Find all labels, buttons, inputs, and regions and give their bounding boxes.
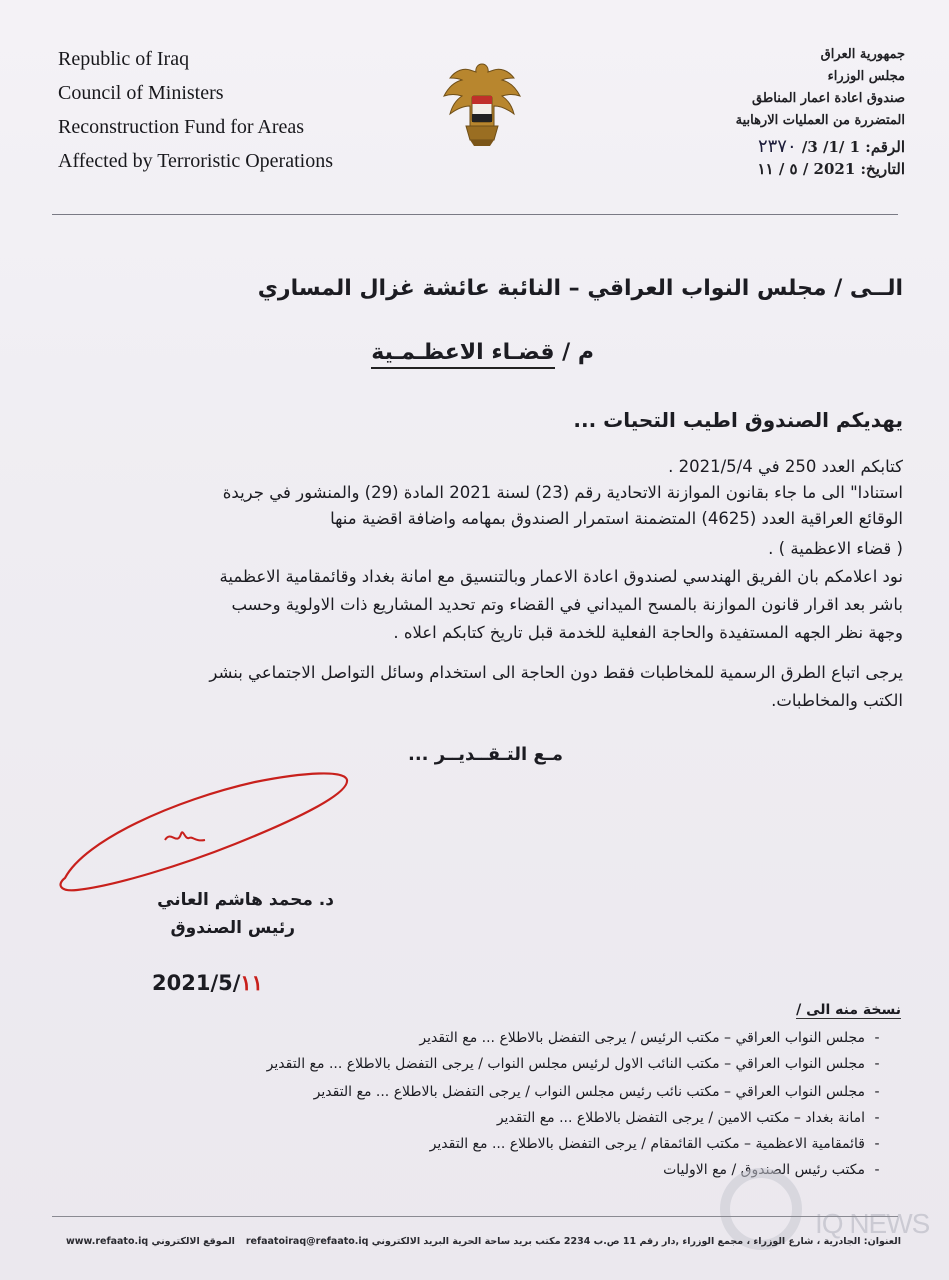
reference-number xyxy=(736,136,905,158)
arabic-letterhead-line: صندوق اعادة اعمار المناطق xyxy=(752,91,905,106)
body-line: الكتب والمخاطبات. xyxy=(771,691,903,710)
date-label: التاريخ: xyxy=(860,160,905,178)
body-line: وجهة نظر الجهه المستفيدة والحاجة الفعلية للخدمة قبل تاريخ كتابكم اعلاه . xyxy=(393,623,903,642)
iraq-eagle-emblem-icon xyxy=(440,60,524,150)
copy-recipient-text: قائمقامية الاعظمية – مكتب القائمقام / يرجى التفضل بالاطلاع ... مع التقدير xyxy=(429,1136,865,1152)
footer-address: العنوان: الجادرية ، شارع الوزراء ، مجمع الوزراء ,دار رقم 11 ص.ب 2234 مكتب بريد ساحة الحرية البريد الالكتروني refaatoiraq@refaato.iq xyxy=(245,1236,901,1247)
copies-title-text: نسخة منه الى / xyxy=(796,1002,901,1018)
copy-recipient xyxy=(267,1054,889,1074)
english-letterhead-line: Reconstruction Fund for Areas xyxy=(58,116,305,138)
watermark-text: IQ NEWS xyxy=(815,1208,930,1239)
date-value: 2021 / ٥ / ١١ xyxy=(757,160,856,178)
subject-line xyxy=(371,340,594,365)
body-line: نود اعلامكم بان الفريق الهندسي لصندوق اعادة الاعمار وبالتنسيق مع امانة بغداد وقائمقامية الاعظمية xyxy=(219,567,903,586)
english-letterhead xyxy=(58,42,333,178)
signature-date xyxy=(152,970,263,995)
signature-date-printed: 2021/5/ xyxy=(152,971,241,995)
body-line: الوقائع العراقية العدد (4625) المتضمنة استمرار الصندوق بمهامه واضافة اقضية منها xyxy=(330,509,903,528)
copy-recipient-text: مجلس النواب العراقي – مكتب النائب الاول لرئيس مجلس النواب / يرجى التفضل بالاطلاع ... مع التقدير xyxy=(266,1056,865,1072)
addressee: الــى / مجلس النواب العراقي – النائبة عائشة غزال المساري xyxy=(257,276,903,301)
copy-recipient xyxy=(314,1082,889,1102)
letter-date xyxy=(736,158,905,180)
copy-recipient-text: مجلس النواب العراقي – مكتب الرئيس / يرجى التفضل بالاطلاع ... مع التقدير xyxy=(419,1030,865,1046)
english-letterhead-line: Council of Ministers xyxy=(58,82,224,104)
copy-recipient-text: مجلس النواب العراقي – مكتب نائب رئيس مجلس النواب / يرجى التفضل بالاطلاع ... مع التقدير xyxy=(313,1084,865,1100)
arabic-letterhead-line: جمهورية العراق xyxy=(820,47,905,62)
header-divider xyxy=(52,214,898,215)
list-dash: - xyxy=(874,1110,880,1126)
copy-recipient-text: مكتب رئيس الصندوق / مع الاوليات xyxy=(663,1162,865,1178)
copy-recipient xyxy=(497,1108,889,1128)
copies-title xyxy=(796,1002,901,1018)
subject-prefix: م / xyxy=(562,340,594,365)
reference-value: 1 /1/ 3/ xyxy=(801,138,861,156)
list-dash: - xyxy=(874,1056,880,1072)
list-dash: - xyxy=(874,1030,880,1046)
body-line: يرجى اتباع الطرق الرسمية للمخاطبات فقط دون الحاجة الى استخدام وسائل التواصل الاجتماعي بنشر xyxy=(209,663,903,682)
english-letterhead-line: Republic of Iraq xyxy=(58,48,190,70)
closing-phrase: مـع التـقــديــر ... xyxy=(408,744,563,765)
list-dash: - xyxy=(874,1084,880,1100)
arabic-letterhead xyxy=(736,44,905,180)
arabic-letterhead-line: المتضررة من العمليات الارهابية xyxy=(735,113,905,128)
body-line: استنادا" الى ما جاء بقانون الموازنة الاتحادية رقم (23) لسنة 2021 المادة (29) والمنشور في جريدة xyxy=(222,483,903,502)
english-letterhead-line: Affected by Terroristic Operations xyxy=(58,150,333,172)
subject-text: قضـاء الاعظـمـية xyxy=(371,340,554,369)
arabic-letterhead-line: مجلس الوزراء xyxy=(827,69,905,84)
greeting: يهديكم الصندوق اطيب التحيات ... xyxy=(573,408,903,432)
copy-recipient xyxy=(430,1134,889,1154)
signature-date-handwritten: ١١ xyxy=(240,970,263,995)
reference-handwritten: ٢٣٧٠ xyxy=(757,136,797,157)
footer-website: www.refaato.iq الموقع الالكتروني xyxy=(66,1236,235,1247)
copy-recipient xyxy=(419,1028,889,1048)
reference-label: الرقم: xyxy=(865,138,905,156)
list-dash: - xyxy=(874,1136,880,1152)
list-dash: - xyxy=(874,1162,880,1178)
body-line: كتابكم العدد 250 في 2021/5/4 . xyxy=(668,457,903,476)
signer-name: د. محمد هاشم العاني xyxy=(157,890,334,910)
body-line: باشر بعد اقرار قانون الموازنة بالمسح الميداني في القضاء وتم تحديد المشاريع ذات الاولوية وحسب xyxy=(231,595,903,614)
copy-recipient-text: امانة بغداد – مكتب الامين / يرجى التفضل بالاطلاع ... مع التقدير xyxy=(496,1110,865,1126)
signer-title: رئيس الصندوق xyxy=(170,918,295,938)
body-line: ( قضاء الاعظمية ) . xyxy=(768,539,903,558)
handwritten-signature-icon xyxy=(55,760,355,910)
footer-divider xyxy=(52,1216,898,1217)
